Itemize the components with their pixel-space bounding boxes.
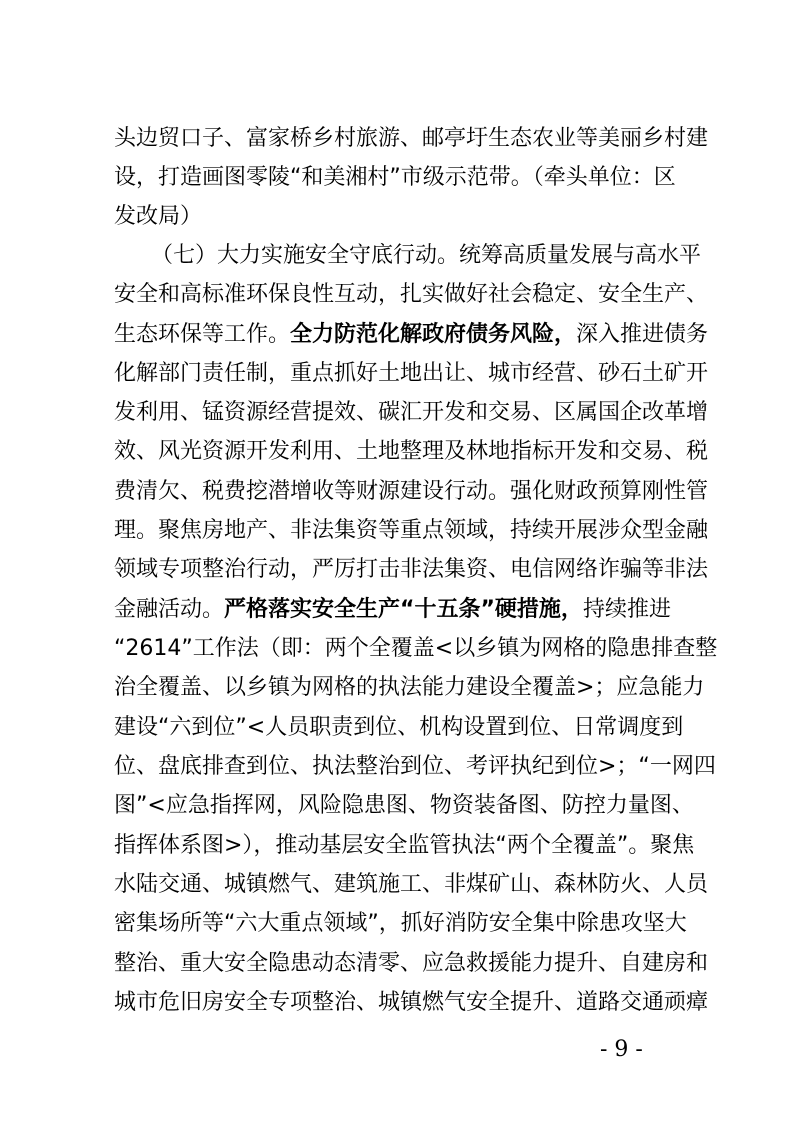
text-run: 统筹高质量发展与高水平 (459, 243, 702, 268)
text-line (114, 983, 709, 1023)
text-line (114, 590, 684, 630)
text-run: 发改局） (114, 204, 203, 229)
text-run: 安全和高标准环保良性互动，扎实做好社会稳定、安全生产、 (114, 282, 709, 307)
text-line (114, 668, 705, 708)
text-line (114, 826, 695, 866)
text-line (114, 786, 694, 826)
text-run: 聚焦 (650, 833, 695, 858)
text-run: 密集场所等“六大重点领域”，抓好消防安全集中除患攻坚大 (114, 911, 687, 936)
text-line (114, 315, 709, 355)
text-line (114, 236, 721, 276)
text-run: 治全覆盖、以乡镇为网格的执法能力建设全覆盖>；应急能力 (114, 675, 705, 700)
text-line (114, 119, 709, 159)
text-run: 领域专项整治行动，严厉打击非法集资、电信网络诈骗等非法 (114, 557, 709, 582)
text-run: 效、风光资源开发利用、土地整理及林地指标开发和交易、税 (114, 439, 709, 464)
text-run: 建设“六到位”<人员职责到位、机构设置到位、日常调度到 (114, 715, 684, 740)
text-line (114, 629, 718, 669)
text-run: 位、盘底排查到位、执法整治到位、考评执纪到位>；“一网四 (114, 754, 716, 779)
text-line (114, 865, 709, 905)
text-run: 深入推进债务 (576, 322, 709, 347)
text-run: 生态环保等工作。 (114, 322, 291, 347)
text-run: 强化财政预算刚性管 (510, 479, 709, 504)
bold-text: 全力防范化解政府债务风险， (290, 322, 577, 347)
text-line (114, 550, 709, 590)
text-run: 持续推进 (582, 597, 671, 622)
text-line (114, 747, 716, 787)
text-run: 设，打造画图零陵“和美湘村”市级示范带。（牵头单位：区 (114, 165, 676, 190)
text-run: 理。 (114, 518, 159, 543)
text-run: 持续开展涉众型金融 (510, 518, 709, 543)
text-line (114, 511, 709, 551)
text-run: 聚焦房地产、非法集资等重点领域， (158, 518, 511, 543)
text-run: 化解部门责任制，重点抓好土地出让、城市经营、砂石土矿开 (114, 361, 709, 386)
text-line (114, 393, 709, 433)
text-line (114, 944, 709, 984)
text-line (114, 158, 684, 198)
text-line (114, 708, 684, 748)
text-run: 指挥体系图>），推动基层安全监管执法“两个全覆盖”。 (114, 833, 651, 858)
page-number: - 9 - (600, 1037, 643, 1062)
text-line (114, 904, 687, 944)
text-run: 城市危旧房安全专项整治、城镇燃气安全提升、道路交通顽瘴 (114, 990, 709, 1015)
text-run: 金融活动。 (114, 597, 225, 622)
text-run: 图”<应急指挥网，风险隐患图、物资装备图、防控力量图、 (114, 793, 694, 818)
text-run: 费清欠、税费挖潜增收等财源建设行动。 (114, 479, 511, 504)
text-line (114, 275, 709, 315)
bold-text: 严格落实安全生产“十五条”硬措施， (224, 597, 583, 622)
text-line (114, 472, 709, 512)
text-run: 水陆交通、城镇燃气、建筑施工、非煤矿山、森林防火、人员 (114, 872, 709, 897)
text-run: 发利用、锰资源经营提效、碳汇开发和交易、区属国企改革增 (114, 400, 709, 425)
text-line (114, 354, 709, 394)
text-run: （七）大力实施安全守底行动。 (151, 243, 460, 268)
text-line (114, 432, 709, 472)
text-run: 整治、重大安全隐患动态清零、应急救援能力提升、自建房和 (114, 951, 709, 976)
text-run: 头边贸口子、富家桥乡村旅游、邮亭圩生态农业等美丽乡村建 (114, 126, 709, 151)
text-line (114, 197, 684, 237)
text-run: “2614”工作法（即：两个全覆盖<以乡镇为网格的隐患排查整 (114, 636, 718, 661)
